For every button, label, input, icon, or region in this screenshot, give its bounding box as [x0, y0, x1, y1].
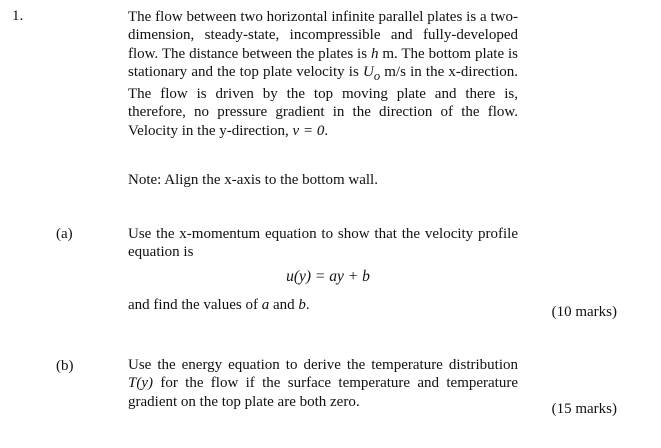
- part-a-followup: and find the values of a and b.: [128, 297, 310, 313]
- velocity-equation: u(y) = ay + b: [286, 268, 370, 285]
- question-number: 1.: [12, 8, 24, 24]
- part-a-label: (a): [56, 226, 73, 242]
- part-b-label: (b): [56, 358, 74, 374]
- question-intro: The flow between two horizontal infinite parallel plates is a two-dimension, steady-state, incompressible and fully-developed flow. The distance between the plates is h m. The bottom plate is stationary and the top plate velocity is $U_o$ m/s in the x-direction. The flow is driven by the top moving plate and there is, therefore, no pressure gradient in the direction of the flow. Velocity in the y-direction, v = 0.: [128, 9, 518, 139]
- part-b-marks: (15 marks): [551, 401, 617, 417]
- part-b-text: Use the energy equation to derive the temperature distribution T(y) for the flow if the surface temperature and temperature gradient on the top plate are both zero.: [128, 357, 518, 410]
- part-a-marks: (10 marks): [551, 304, 617, 320]
- note: Note: Align the x-axis to the bottom wall.: [128, 172, 378, 188]
- part-a-text: Use the x-momentum equation to show that the velocity profile equation is: [128, 226, 518, 261]
